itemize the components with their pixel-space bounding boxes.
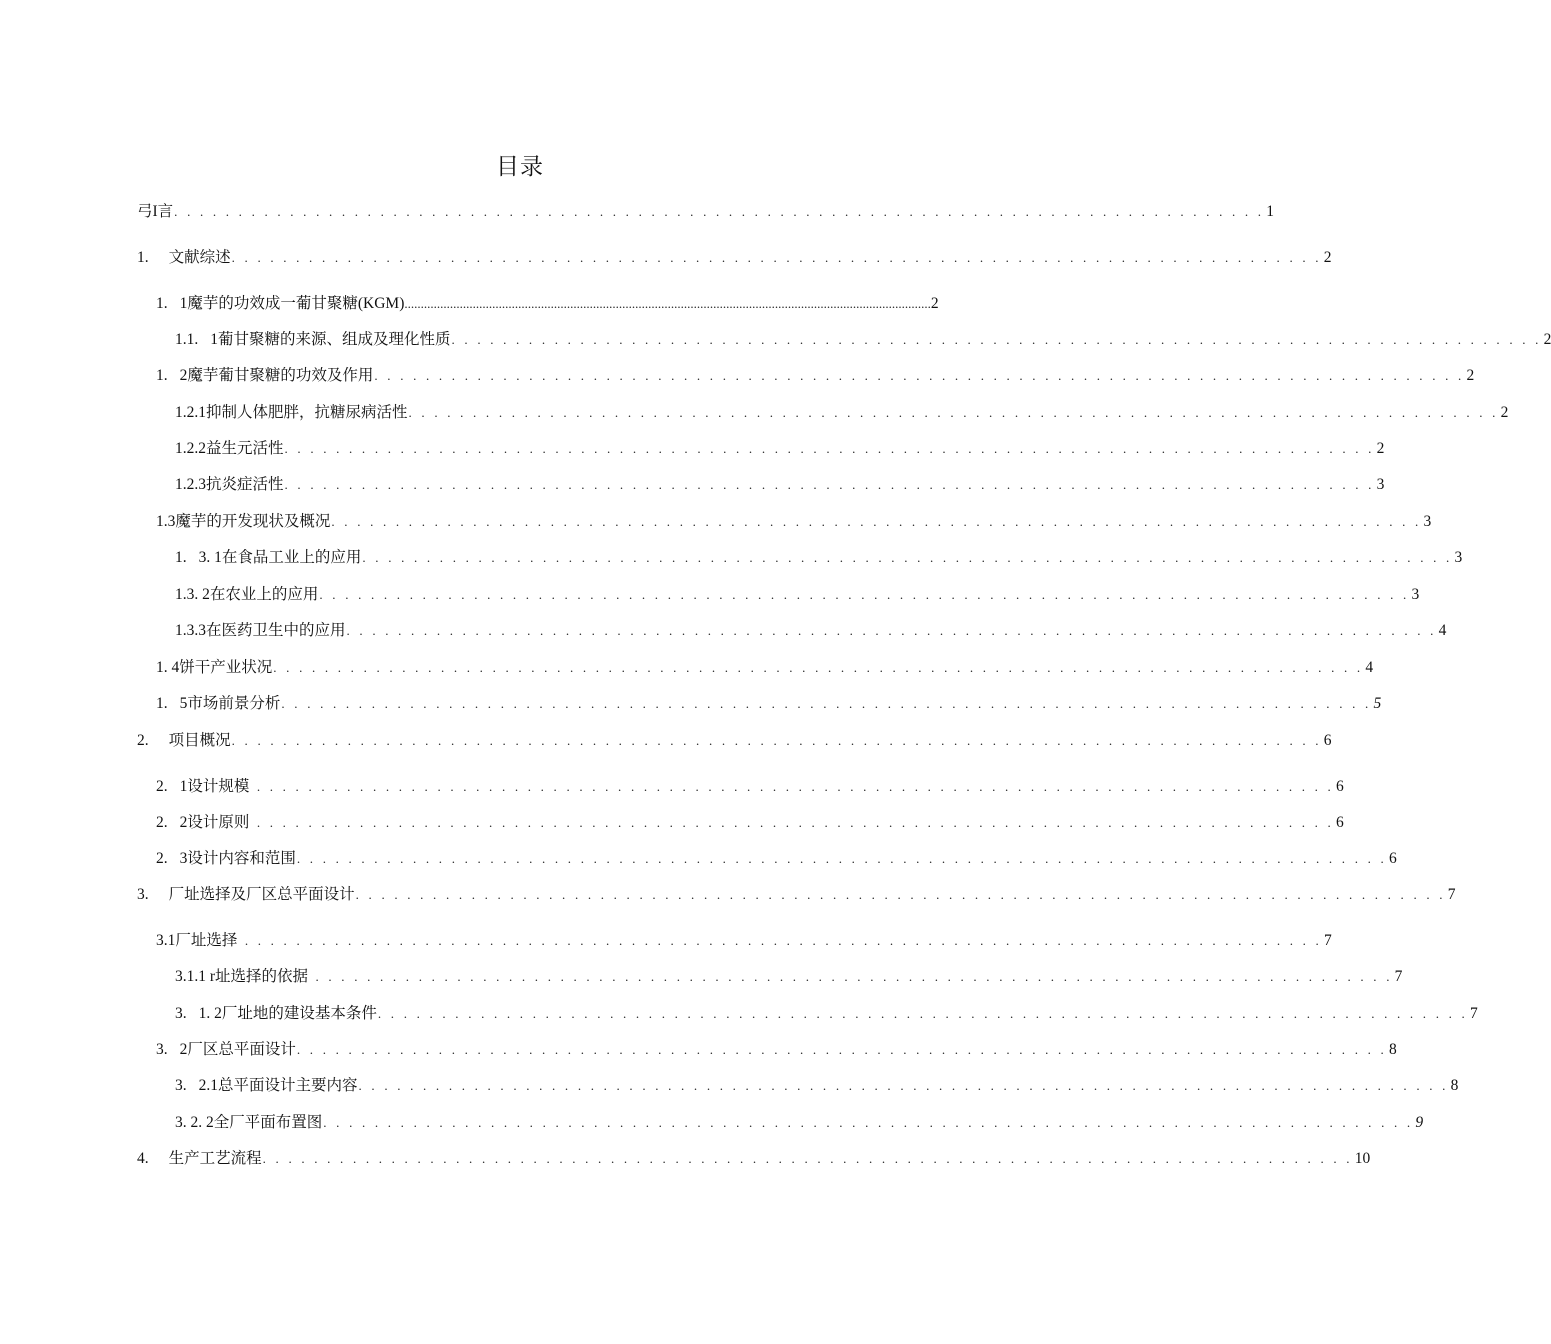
dot-leader: . . . . . . . . . . . . . . . . . . . . . . . . . . . . . . . . . . . . . . . . . . . . . . . . . . . . . . . . . . . . . . . . . . . . . . . . . . . . . . . . . . . . . bbox=[273, 660, 1364, 675]
toc-entry[interactable] bbox=[175, 474, 1385, 496]
toc-page-number: 6 bbox=[1323, 732, 1332, 749]
dot-leader: .................................................................................................................................................................. bbox=[404, 296, 931, 311]
toc-page-number: 3 bbox=[1376, 476, 1385, 493]
toc-entry-label: 1.3魔芋的开发现状及概况 bbox=[156, 513, 331, 530]
toc-entry-label: 1. 3. 1在食品工业上的应用 bbox=[175, 549, 362, 566]
toc-entry-label: 3. 2. 2全厂平面布置图 bbox=[175, 1114, 323, 1131]
toc-page-number: 10 bbox=[1354, 1150, 1371, 1167]
dot-leader: . . . . . . . . . . . . . . . . . . . . . . . . . . . . . . . . . . . . . . . . . . . . . . . . . . . . . . . . . . . . . . . . . . . . . . . . . . . . . . . . . . . . . bbox=[362, 550, 1453, 565]
toc-entry-label: 3.1厂址选择 bbox=[156, 932, 238, 949]
toc-entry[interactable] bbox=[156, 365, 1475, 387]
toc-page-number: 7 bbox=[1324, 932, 1332, 949]
dot-leader: . . . . . . . . . . . . . . . . . . . . . . . . . . . . . . . . . . . . . . . . . . . . . . . . . . . . . . . . . . . . . . . . . . . . . . . . . . . . . . . . . . . . . bbox=[346, 623, 1437, 638]
toc-page-number: 7 bbox=[1469, 1005, 1478, 1022]
toc-page-number: 7 bbox=[1447, 886, 1456, 903]
dot-leader: . . . . . . . . . . . . . . . . . . . . . . . . . . . . . . . . . . . . . . . . . . . . . . . . . . . . . . . . . . . . . . . . . . . . . . . . . . . . . . . . . . . . . bbox=[284, 441, 1375, 456]
toc-page-number: 4 bbox=[1438, 622, 1447, 639]
toc-entry[interactable] bbox=[175, 1112, 1424, 1134]
toc-entry[interactable] bbox=[175, 402, 1509, 424]
toc-entry[interactable] bbox=[156, 848, 1397, 870]
toc-page-number: 3 bbox=[1411, 586, 1420, 603]
toc-entry[interactable] bbox=[175, 547, 1463, 569]
toc-entry[interactable] bbox=[137, 884, 1456, 906]
toc-page-number: 2 bbox=[1466, 367, 1475, 384]
toc-page-number: 1 bbox=[1266, 203, 1274, 220]
toc-entry-label: 1. 5市场前景分析 bbox=[156, 695, 281, 712]
toc-entry[interactable] bbox=[175, 584, 1420, 606]
toc-entry-label: 1. 2魔芋葡甘聚糖的功效及作用 bbox=[156, 367, 374, 384]
toc-entry-label: 弓I言 bbox=[137, 203, 174, 220]
toc-page-number: 2 bbox=[1376, 440, 1385, 457]
dot-leader: . . . . . . . . . . . . . . . . . . . . . . . . . . . . . . . . . . . . . . . . . . . . . . . . . . . . . . . . . . . . . . . . . . . . . . . . . . . . . . . . . . . . bbox=[250, 779, 1334, 794]
dot-leader: . . . . . . . . . . . . . . . . . . . . . . . . . . . . . . . . . . . . . . . . . . . . . . . . . . . . . . . . . . . . . . . . . . . . . . . . . . . . . . . . . . . . . bbox=[377, 1006, 1468, 1021]
dot-leader: . . . . . . . . . . . . . . . . . . . . . . . . . . . . . . . . . . . . . . . . . . . . . . . . . . . . . . . . . . . . . . . . . . . . . . . . . . . . . . . . . . . . . bbox=[408, 405, 1499, 420]
toc-page-number: 7 bbox=[1394, 968, 1403, 985]
dot-leader: . . . . . . . . . . . . . . . . . . . . . . . . . . . . . . . . . . . . . . . . . . . . . . . . . . . . . . . . . . . . . . . . . . . . . . . . . . . . . . . . . . . . . bbox=[296, 851, 1387, 866]
toc-entry[interactable] bbox=[156, 776, 1344, 798]
dot-leader: . . . . . . . . . . . . . . . . . . . . . . . . . . . . . . . . . . . . . . . . . . . . . . . . . . . . . . . . . . . . . . . . . . . . . . . . . . . . . . . . . . . . bbox=[309, 969, 1393, 984]
toc-page-number: 2 bbox=[1543, 331, 1551, 348]
toc-page-number: 3 bbox=[1423, 513, 1432, 530]
dot-leader: . . . . . . . . . . . . . . . . . . . . . . . . . . . . . . . . . . . . . . . . . . . . . . . . . . . . . . . . . . . . . . . . . . . . . . . . . . . . . . . . . . . . . bbox=[231, 250, 1322, 265]
toc-entry[interactable] bbox=[156, 657, 1374, 679]
toc-entry-label: 1.1. 1葡甘聚糖的来源、组成及理化性质 bbox=[175, 331, 451, 348]
toc-page-number: 4 bbox=[1365, 659, 1374, 676]
dot-leader: . . . . . . . . . . . . . . . . . . . . . . . . . . . . . . . . . . . . . . . . . . . . . . . . . . . . . . . . . . . . . . . . . . . . . . . . . . . . . . . . . . . . . bbox=[262, 1151, 1353, 1166]
dot-leader: . . . . . . . . . . . . . . . . . . . . . . . . . . . . . . . . . . . . . . . . . . . . . . . . . . . . . . . . . . . . . . . . . . . . . . . . . . . . . . . . . . . . . bbox=[231, 733, 1322, 748]
toc-entry-label: 2. 项目概况 bbox=[137, 732, 231, 749]
toc-entry-label: 1.3.3在医药卫生中的应用 bbox=[175, 622, 346, 639]
dot-leader: . . . . . . . . . . . . . . . . . . . . . . . . . . . . . . . . . . . . . . . . . . . . . . . . . . . . . . . . . . . . . . . . . . . . . . . . . . . . . . . . . . . . . bbox=[355, 887, 1446, 902]
toc-entry-label: 3.1.1 r址选择的依据 bbox=[175, 968, 309, 985]
toc-entry[interactable] bbox=[156, 1039, 1397, 1061]
toc-entry-label: 1.2.3抗炎症活性 bbox=[175, 476, 284, 493]
toc-page-number: 2 bbox=[1500, 404, 1509, 421]
dot-leader: . . . . . . . . . . . . . . . . . . . . . . . . . . . . . . . . . . . . . . . . . . . . . . . . . . . . . . . . . . . . . . . . . . . . . . . . . . . . . . . . . . . . . bbox=[323, 1115, 1414, 1130]
dot-leader: . . . . . . . . . . . . . . . . . . . . . . . . . . . . . . . . . . . . . . . . . . . . . . . . . . . . . . . . . . . . . . . . . . . . . . . . . . . . . . . . . . . . . bbox=[296, 1042, 1387, 1057]
dot-leader: . . . . . . . . . . . . . . . . . . . . . . . . . . . . . . . . . . . . . . . . . . . . . . . . . . . . . . . . . . . . . . . . . . . . . . . . . . . . . . . . . . . . . bbox=[331, 514, 1422, 529]
toc-entry-label: 3. 2.1总平面设计主要内容 bbox=[175, 1077, 358, 1094]
toc-entry-label: 1. 文献综述 bbox=[137, 249, 231, 266]
dot-leader: . . . . . . . . . . . . . . . . . . . . . . . . . . . . . . . . . . . . . . . . . . . . . . . . . . . . . . . . . . . . . . . . . . . . . . . . . . . . . . . . . . . . . bbox=[319, 587, 1410, 602]
toc-title: 目录 bbox=[496, 154, 544, 179]
dot-leader: . . . . . . . . . . . . . . . . . . . . . . . . . . . . . . . . . . . . . . . . . . . . . . . . . . . . . . . . . . . . . . . . . . . . . . . . . . . . . . . . . . . . . bbox=[358, 1078, 1449, 1093]
dot-leader: . . . . . . . . . . . . . . . . . . . . . . . . . . . . . . . . . . . . . . . . . . . . . . . . . . . . . . . . . . . . . . . . . . . . . . . . . . . . . . . . . . . . . bbox=[451, 332, 1542, 347]
toc-entry-label: 1.3. 2在农业上的应用 bbox=[175, 586, 319, 603]
toc-entry-label: 2. 2设计原则 bbox=[156, 814, 250, 831]
toc-entry[interactable] bbox=[156, 930, 1332, 952]
toc-entry-label: 1. 1魔芋的功效成一葡甘聚糖(KGM) bbox=[156, 295, 405, 312]
toc-page-number: 9 bbox=[1415, 1114, 1424, 1131]
toc-entry-label: 2. 3设计内容和范围 bbox=[156, 850, 296, 867]
toc-entry[interactable] bbox=[156, 511, 1432, 533]
dot-leader: . . . . . . . . . . . . . . . . . . . . . . . . . . . . . . . . . . . . . . . . . . . . . . . . . . . . . . . . . . . . . . . . . . . . . . . . . . . . . . . . . . . . bbox=[238, 933, 1322, 948]
dot-leader: . . . . . . . . . . . . . . . . . . . . . . . . . . . . . . . . . . . . . . . . . . . . . . . . . . . . . . . . . . . . . . . . . . . . . . . . . . . . . . . . . . . . . bbox=[174, 204, 1265, 219]
toc-page-number: 2 bbox=[930, 295, 939, 312]
toc-entry-label: 2. 1设计规模 bbox=[156, 778, 250, 795]
toc-entry[interactable] bbox=[137, 730, 1332, 752]
dot-leader: . . . . . . . . . . . . . . . . . . . . . . . . . . . . . . . . . . . . . . . . . . . . . . . . . . . . . . . . . . . . . . . . . . . . . . . . . . . . . . . . . . . . . bbox=[281, 696, 1372, 711]
toc-page-number: 6 bbox=[1388, 850, 1397, 867]
toc-entry[interactable] bbox=[175, 1075, 1459, 1097]
toc-page-number: 6 bbox=[1336, 778, 1344, 795]
toc-page-number: 8 bbox=[1388, 1041, 1397, 1058]
toc-entry-label: 1.2.2益生元活性 bbox=[175, 440, 284, 457]
toc-entry[interactable] bbox=[175, 329, 1551, 351]
toc-entry[interactable] bbox=[175, 1003, 1478, 1025]
toc-entry[interactable] bbox=[156, 293, 939, 315]
toc-page-number: 2 bbox=[1323, 249, 1332, 266]
toc-entry[interactable] bbox=[156, 693, 1382, 715]
dot-leader: . . . . . . . . . . . . . . . . . . . . . . . . . . . . . . . . . . . . . . . . . . . . . . . . . . . . . . . . . . . . . . . . . . . . . . . . . . . . . . . . . . . . . bbox=[374, 368, 1465, 383]
toc-entry-label: 4. 生产工艺流程 bbox=[137, 1150, 262, 1167]
toc-entry-label: 1.2.1抑制人体肥胖，抗糖尿病活性 bbox=[175, 404, 408, 421]
toc-entry[interactable] bbox=[175, 966, 1403, 988]
toc-page-number: 8 bbox=[1450, 1077, 1459, 1094]
toc-entry[interactable] bbox=[137, 247, 1332, 269]
toc-page-number: 3 bbox=[1454, 549, 1463, 566]
toc-entry-label: 1. 4饼干产业状况 bbox=[156, 659, 273, 676]
toc-entry[interactable] bbox=[137, 201, 1274, 223]
toc-entry-label: 3. 2厂区总平面设计 bbox=[156, 1041, 296, 1058]
toc-entry[interactable] bbox=[137, 1148, 1371, 1170]
toc-entry[interactable] bbox=[175, 438, 1385, 460]
toc-entry-label: 3. 厂址选择及厂区总平面设计 bbox=[137, 886, 355, 903]
toc-page-number: 5 bbox=[1373, 695, 1382, 712]
toc-entry[interactable] bbox=[175, 620, 1447, 642]
dot-leader: . . . . . . . . . . . . . . . . . . . . . . . . . . . . . . . . . . . . . . . . . . . . . . . . . . . . . . . . . . . . . . . . . . . . . . . . . . . . . . . . . . . . . bbox=[284, 477, 1375, 492]
toc-entry-label: 3. 1. 2厂址地的建设基本条件 bbox=[175, 1005, 377, 1022]
toc-page-number: 6 bbox=[1336, 814, 1344, 831]
dot-leader: . . . . . . . . . . . . . . . . . . . . . . . . . . . . . . . . . . . . . . . . . . . . . . . . . . . . . . . . . . . . . . . . . . . . . . . . . . . . . . . . . . . . bbox=[250, 815, 1334, 830]
toc-entry[interactable] bbox=[156, 812, 1344, 834]
